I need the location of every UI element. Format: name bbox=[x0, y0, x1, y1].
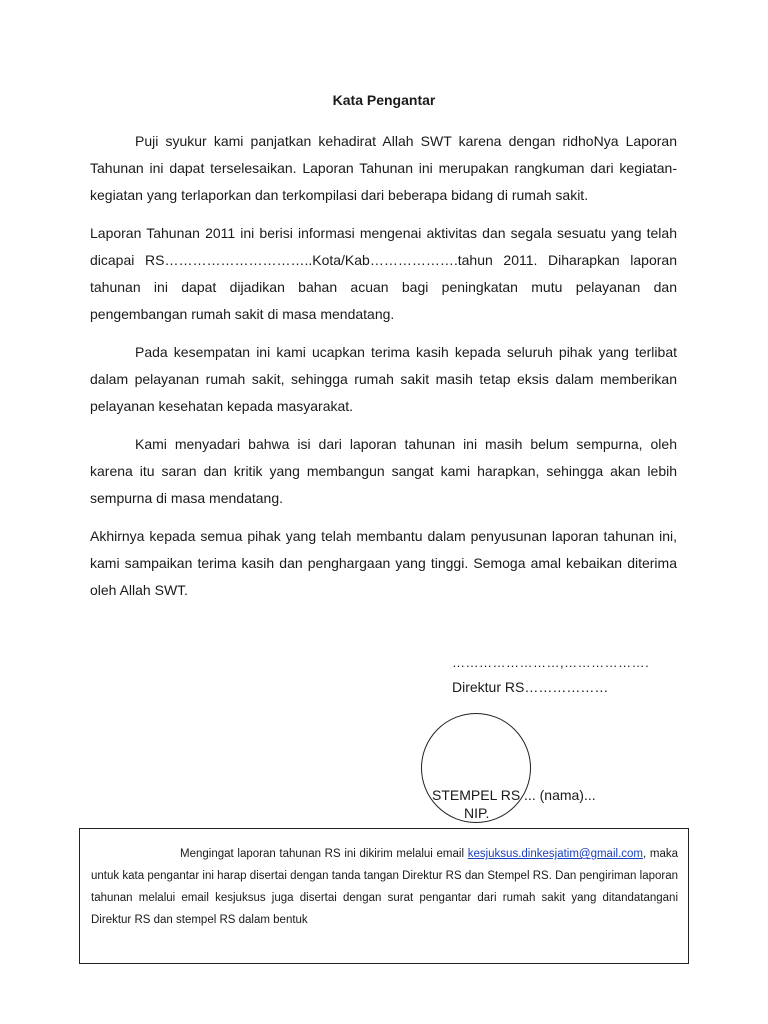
signature-place-date: ……………………,………………. bbox=[452, 655, 650, 670]
paragraph-3: Pada kesempatan ini kami ucapkan terima kasih kepada seluruh pihak yang terlibat dalam pelayanan rumah sakit, sehingga rumah sakit masih tetap eksis dalam memberikan pelayanan kesehatan kepada masyarakat. bbox=[90, 344, 677, 414]
paragraph-2: Laporan Tahunan 2011 ini berisi informasi mengenai aktivitas dan segala sesuatu yang telah dicapai RS…………………………..Kota/Kab……………….tahun 2011. Diharapkan laporan tahunan ini dapat dijadikan bahan acuan bagi peningkatan mutu pelayanan dan pengembangan rumah sakit di masa mendatang. bbox=[90, 225, 677, 322]
signature-director: Direktur RS……………… bbox=[452, 679, 609, 695]
notice-text bbox=[91, 843, 678, 931]
paragraph-5: Akhirnya kepada semua pihak yang telah membantu dalam penyusunan laporan tahunan ini, kami sampaikan terima kasih dan penghargaan yang tinggi. Semoga amal kebaikan diterima oleh Allah SWT. bbox=[90, 528, 677, 598]
notice-intro: Mengingat laporan tahunan RS ini dikirim melalui email bbox=[180, 848, 468, 860]
stamp-label: STEMPEL RS ... (nama)... bbox=[432, 787, 596, 803]
nip-label: NIP. bbox=[464, 805, 490, 821]
paragraph-1: Puji syukur kami panjatkan kehadirat Allah SWT karena dengan ridhoNya Laporan Tahunan ini dapat terselesaikan. Laporan Tahunan ini merupakan rangkuman dari kegiatan-kegiatan yang terlaporkan dan terkompilasi dari beberapa bidang di rumah sakit. bbox=[90, 133, 677, 203]
body-text bbox=[90, 128, 677, 615]
page-title: Kata Pengantar bbox=[332, 92, 436, 108]
email-link[interactable]: kesjuksus.dinkesjatim@gmail.com bbox=[467, 848, 643, 860]
notice-body: , maka untuk kata pengantar ini harap disertai dengan tanda tangan Direktur RS dan Stempel RS. Dan pengiriman laporan tahunan melalui email kesjuksus juga disertai dengan surat pengantar dari rumah sakit yang ditandatangani Direktur RS dan stempel RS dalam bentuk bbox=[91, 848, 678, 926]
paragraph-4: Kami menyadari bahwa isi dari laporan tahunan ini masih belum sempurna, oleh karena itu saran dan kritik yang membangun sangat kami harapkan, sehingga akan lebih sempurna di masa mendatang. bbox=[90, 436, 677, 506]
